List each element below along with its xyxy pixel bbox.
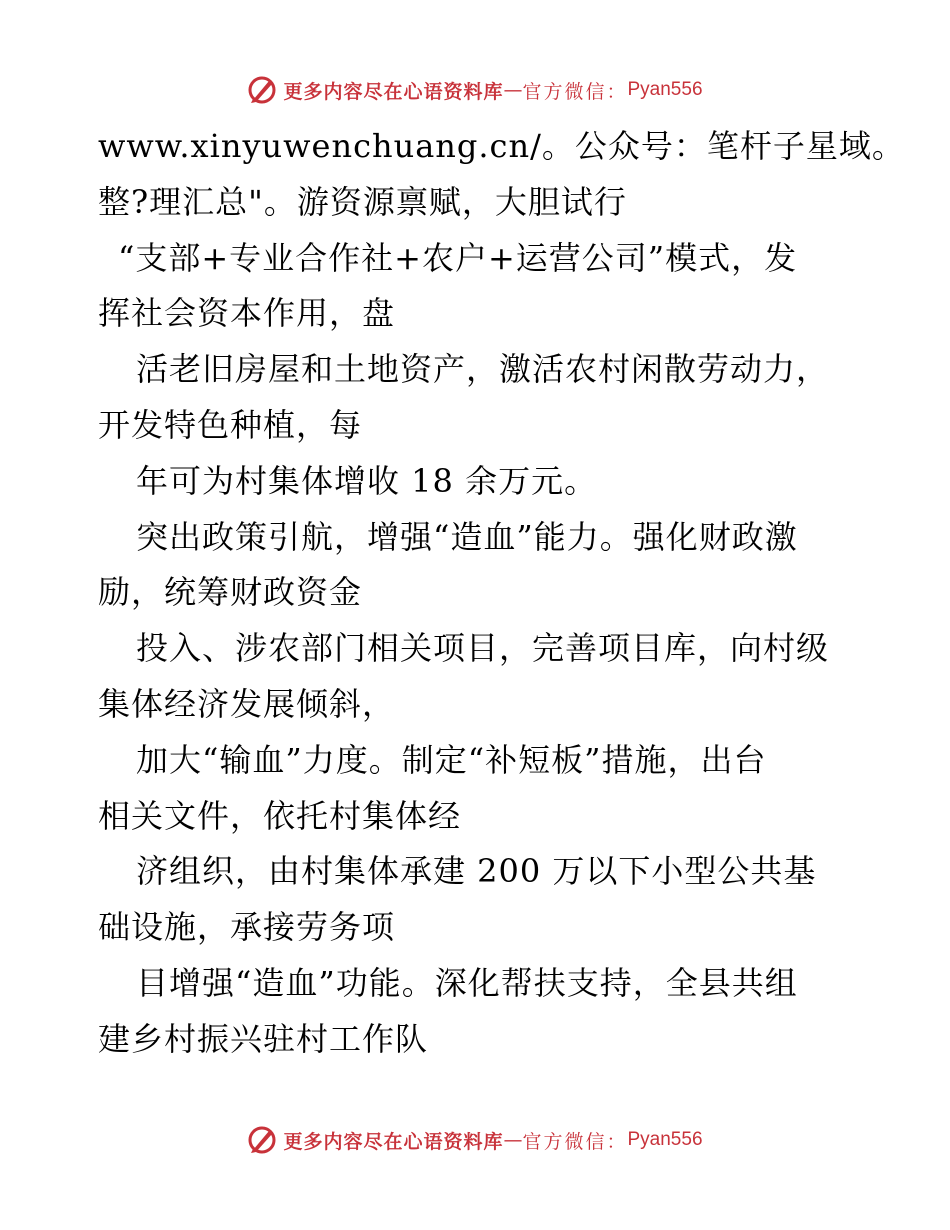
- text-line: 整?理汇总"。游资源禀赋，大胆试行: [98, 182, 627, 221]
- text-line: 突出政策引航，增强“造血”能力。强化财政激: [136, 517, 798, 556]
- text-line: 加大“输血”力度。制定“补短板”措施，出台: [136, 740, 767, 779]
- header-wechat-label: 官方微信：: [522, 80, 628, 103]
- header-wechat-id: Pyan556: [627, 79, 703, 100]
- text-line: 挥社会资本作用，盘: [98, 294, 396, 333]
- text-line: 目增强“造血”功能。深化帮扶支持，全县共组: [136, 963, 798, 1002]
- document-body: [98, 119, 905, 1068]
- header-slogan: 更多内容尽在心语资料库: [283, 80, 504, 103]
- logo-icon: [247, 75, 277, 105]
- footer-slogan: 更多内容尽在心语资料库: [283, 1130, 504, 1153]
- text-line: 开发特色种植，每: [98, 405, 363, 444]
- header-banner: [0, 70, 950, 110]
- footer-banner: [0, 1120, 950, 1160]
- text-line: 础设施，承接劳务项: [98, 908, 396, 947]
- text-line: 相关文件，依托村集体经: [98, 796, 462, 835]
- text-line: 投入、涉农部门相关项目，完善项目库，向村级: [136, 629, 830, 668]
- text-line: 建乡村振兴驻村工作队: [98, 1019, 429, 1058]
- text-line: 励，统筹财政资金: [98, 573, 363, 612]
- text-line: “支部+专业合作社+农户+运营公司”模式，发: [118, 238, 798, 277]
- text-line: 活老旧房屋和土地资产，激活农村闲散劳动力，: [136, 350, 830, 389]
- footer-separator: —: [503, 1129, 523, 1151]
- text-line: 年可为村集体增收 18 余万元。: [136, 461, 598, 500]
- header-separator: —: [503, 79, 523, 101]
- text-line: 集体经济发展倾斜，: [98, 684, 396, 723]
- text-line: 济组织，由村集体承建 200 万以下小型公共基: [136, 852, 817, 891]
- footer-wechat-label: 官方微信：: [522, 1130, 628, 1153]
- logo-icon: [247, 1125, 277, 1155]
- text-line: www.xinyuwenchuang.cn/。公众号：笔杆子星域。: [98, 127, 905, 165]
- footer-wechat-id: Pyan556: [627, 1129, 703, 1150]
